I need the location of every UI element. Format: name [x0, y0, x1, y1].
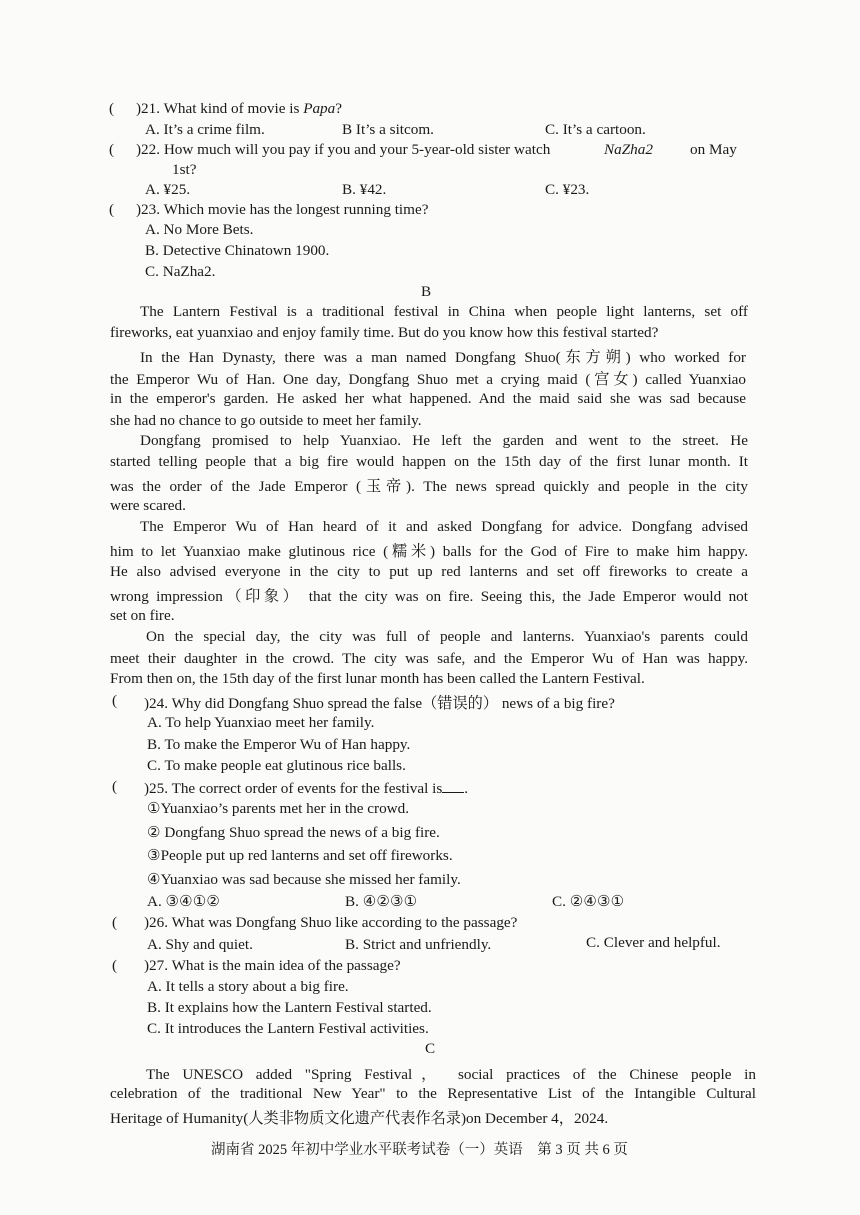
event-2: ② Dongfang Shuo spread the news of a big fire. [147, 824, 440, 841]
option-b: B. Detective Chinatown 1900. [145, 242, 330, 259]
question-stem: )26. What was Dongfang Shuo like according to the passage? [144, 914, 518, 931]
option-a: A. To help Yuanxiao meet her family. [147, 714, 375, 731]
question-stem: )25. The correct order of events for the festival is . [144, 780, 469, 797]
passage-line: celebration of the traditional New Year" to the Representative List of the Intangible Cultural [110, 1085, 756, 1102]
answer-paren[interactable]: ( [112, 778, 118, 795]
question-stem-italic: NaZha2 [604, 141, 653, 158]
option-b: B. Strict and unfriendly. [345, 936, 492, 953]
passage-line: The UNESCO added "Spring Festival， social practices of the Chinese people in [146, 1066, 756, 1083]
option-b: B. ④②③① [345, 893, 418, 910]
passage-line: Heritage of Humanity(人类非物质文化遗产代表作名录)on December 4，2024. [110, 1110, 609, 1127]
option-c: C. It introduces the Lantern Festival activities. [147, 1020, 429, 1037]
passage-line: him to let Yuanxiao make glutinous rice (糯米) balls for the God of Fire to make him happy. [110, 543, 748, 560]
passage-line: she had no chance to go outside to meet her family. [110, 412, 422, 429]
option-b: B It’s a sitcom. [342, 121, 434, 138]
passage-line: wrong impression（印象） that the city was on fire. Seeing this, the Jade Emperor would not [110, 588, 748, 605]
option-a: A. ③④①② [147, 893, 221, 910]
passage-line: From then on, the 15th day of the first lunar month has been called the Lantern Festival. [110, 670, 645, 687]
passage-line: Dongfang promised to help Yuanxiao. He left the garden and went to the street. He [140, 432, 748, 449]
passage-line: set on fire. [110, 607, 175, 624]
answer-blank[interactable] [442, 778, 464, 793]
answer-paren[interactable]: ( [112, 692, 118, 709]
option-c: C. ②④③① [552, 893, 625, 910]
passage-line: in the emperor's garden. He asked her what happened. And the maid said she was sad because [110, 390, 746, 407]
option-c: C. To make people eat glutinous rice balls. [147, 757, 406, 774]
passage-line: started telling people that a big fire would happen on the 15th day of the first lunar month. It [110, 453, 748, 470]
event-1: ①Yuanxiao’s parents met her in the crowd. [147, 800, 410, 817]
option-a: A. It tells a story about a big fire. [147, 978, 349, 995]
option-a: A. ¥25. [145, 181, 191, 198]
answer-paren[interactable]: ( [112, 957, 118, 974]
option-a: A. Shy and quiet. [147, 936, 253, 953]
passage-line: The Emperor Wu of Han heard of it and asked Dongfang for advice. Dongfang advised [140, 518, 748, 535]
passage-line: meet their daughter in the crowd. The city was safe, and the Emperor Wu of Han was happy. [110, 650, 748, 667]
event-3: ③People put up red lanterns and set off fireworks. [147, 847, 453, 864]
section-b-heading: B [421, 283, 432, 300]
option-c: C. It’s a cartoon. [545, 121, 646, 138]
option-c: C. ¥23. [545, 181, 590, 198]
answer-paren[interactable]: ( [112, 914, 118, 931]
passage-line: the Emperor Wu of Han. One day, Dongfang Shuo met a crying maid (宫女) called Yuanxiao [110, 371, 746, 388]
answer-paren[interactable]: ( [109, 141, 115, 158]
page-footer: 湖南省 2025 年初中学业水平联考试卷（一）英语 第 3 页 共 6 页 [211, 1142, 628, 1158]
passage-line: fireworks, eat yuanxiao and enjoy family time. But do you know how this festival started? [110, 324, 659, 341]
question-stem: )22. How much will you pay if you and your 5-year-old sister watch [136, 141, 551, 158]
option-b: B. It explains how the Lantern Festival started. [147, 999, 432, 1016]
question-stem: )21. What kind of movie is Papa? [136, 100, 342, 117]
passage-line: was the order of the Jade Emperor (玉帝). The news spread quickly and people in the city [110, 478, 748, 495]
passage-line: He also advised everyone in the city to put up red lanterns and set off fireworks to create a [110, 563, 748, 580]
option-b: B. ¥42. [342, 181, 387, 198]
question-stem-cont: 1st? [172, 161, 197, 178]
question-stem: )24. Why did Dongfang Shuo spread the false（错误的） news of a big fire? [144, 695, 615, 712]
option-b: B. To make the Emperor Wu of Han happy. [147, 736, 411, 753]
event-4: ④Yuanxiao was sad because she missed her family. [147, 871, 461, 888]
question-stem: )27. What is the main idea of the passage? [144, 957, 401, 974]
section-c-heading: C [425, 1040, 436, 1057]
passage-line: In the Han Dynasty, there was a man named Dongfang Shuo(东方朔) who worked for [140, 349, 746, 366]
option-a: A. It’s a crime film. [145, 121, 265, 138]
answer-paren[interactable]: ( [109, 201, 115, 218]
passage-line: were scared. [110, 497, 186, 514]
option-a: A. No More Bets. [145, 221, 254, 238]
passage-line: The Lantern Festival is a traditional festival in China when people light lanterns, set off [140, 303, 748, 320]
option-c: C. Clever and helpful. [586, 934, 721, 951]
question-stem: )23. Which movie has the longest running time? [136, 201, 429, 218]
question-stem-end: on May [690, 141, 737, 158]
option-c: C. NaZha2. [145, 263, 216, 280]
passage-line: On the special day, the city was full of people and lanterns. Yuanxiao's parents could [146, 628, 748, 645]
answer-paren[interactable]: ( [109, 100, 115, 117]
